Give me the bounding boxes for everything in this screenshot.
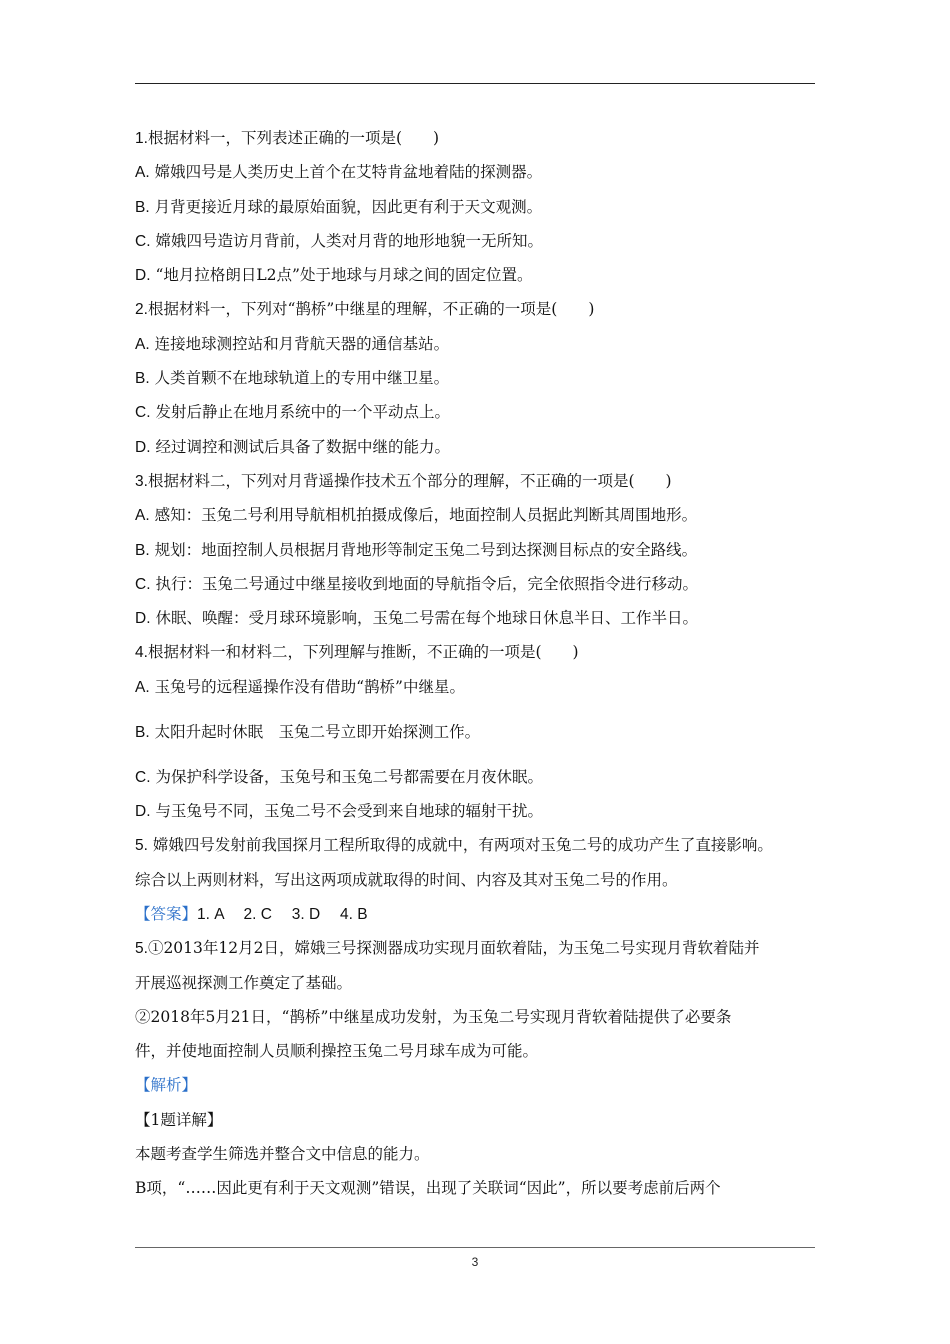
question-number: 5.	[135, 837, 148, 855]
answer-line	[135, 902, 825, 936]
detail-heading: 【1题详解】	[135, 1110, 223, 1129]
analysis-paragraph-1: 本题考查学生筛选并整合文中信息的能力。	[135, 1145, 430, 1164]
question-5-stem-cont: 综合以上两则材料，写出这两项成就取得的时间、内容及其对玉兔二号的作用。	[135, 870, 678, 889]
page-body	[135, 126, 825, 1211]
option-a: A. 连接地球测控站和月背航天器的通信基站。	[135, 334, 450, 353]
footer-rule	[135, 1247, 815, 1248]
answer-5-line-1: 5.①2013年12月2日，嫦娥三号探测器成功实现月面软着陆，为玉兔二号实现月背软着陆并	[135, 939, 760, 958]
option-c: C. 嫦娥四号造访月背前，人类对月背的地形地貌一无所知。	[135, 231, 543, 250]
option-a: A. 嫦娥四号是人类历史上首个在艾特肯盆地着陆的探测器。	[135, 163, 543, 182]
question-5-stem: 5. 嫦娥四号发射前我国探月工程所取得的成就中，有两项对玉兔二号的成功产生了直接影响。	[135, 836, 773, 855]
option-b: B. 太阳升起时休眠 玉兔二号立即开始探测工作。	[135, 722, 481, 741]
option-b: B. 规划：地面控制人员根据月背地形等制定玉兔二号到达探测目标点的安全路线。	[135, 540, 698, 559]
option-d: D. “地月拉格朗日L2点”处于地球与月球之间的固定位置。	[135, 266, 533, 285]
option-b: B. 人类首颗不在地球轨道上的专用中继卫星。	[135, 369, 450, 388]
option-d: D. 与玉兔号不同，玉兔二号不会受到来自地球的辐射干扰。	[135, 802, 543, 821]
header-rule	[135, 83, 815, 84]
question-number: 2.	[135, 301, 148, 319]
answer-5-line-2: 开展巡视探测工作奠定了基础。	[135, 973, 353, 992]
answer-choices: 1. A 2. C 3. D 4. B	[197, 905, 368, 923]
answer-tag: 【答案】	[135, 904, 198, 923]
question-number: 4.	[135, 644, 148, 662]
option-c: C. 为保护科学设备，玉兔号和玉兔二号都需要在月夜休眠。	[135, 767, 543, 786]
analysis-tag: 【解析】	[135, 1076, 198, 1095]
option-a: A. 玉兔号的远程遥操作没有借助“鹊桥”中继星。	[135, 677, 465, 696]
option-a: A. 感知：玉兔二号利用导航相机拍摄成像后，地面控制人员据此判断其周围地形。	[135, 506, 698, 525]
option-b: B. 月背更接近月球的最原始面貌，因此更有利于天文观测。	[135, 197, 543, 216]
page-number: 3	[471, 1255, 479, 1269]
option-c: C. 执行：玉兔二号通过中继星接收到地面的导航指令后，完全依照指令进行移动。	[135, 574, 698, 593]
question-number: 1.	[135, 130, 148, 147]
question-3-stem: 3.根据材料二，下列对月背遥操作技术五个部分的理解，不正确的一项是( )	[135, 471, 672, 490]
question-number: 3.	[135, 472, 148, 490]
option-c: C. 发射后静止在地月系统中的一个平动点上。	[135, 403, 450, 422]
option-d: D. 经过调控和测试后具备了数据中继的能力。	[135, 437, 450, 456]
question-4-stem: 4.根据材料一和材料二，下列理解与推断，不正确的一项是( )	[135, 643, 579, 662]
answer-5-line-4: 件，并使地面控制人员顺利操控玉兔二号月球车成为可能。	[135, 1042, 539, 1061]
analysis-paragraph-2: B项，“……因此更有利于天文观测”错误，出现了关联词“因此”，所以要考虑前后两个	[135, 1179, 721, 1198]
question-1-stem: 1.根据材料一，下列表述正确的一项是( )	[135, 129, 440, 147]
option-d: D. 休眠、唤醒：受月球环境影响，玉兔二号需在每个地球日休息半日、工作半日。	[135, 609, 698, 628]
answer-5-line-3: ②2018年5月21日，“鹊桥”中继星成功发射，为玉兔二号实现月背软着陆提供了必要条	[135, 1007, 732, 1026]
question-2-stem: 2.根据材料一，下列对“鹊桥”中继星的理解，不正确的一项是( )	[135, 300, 595, 319]
